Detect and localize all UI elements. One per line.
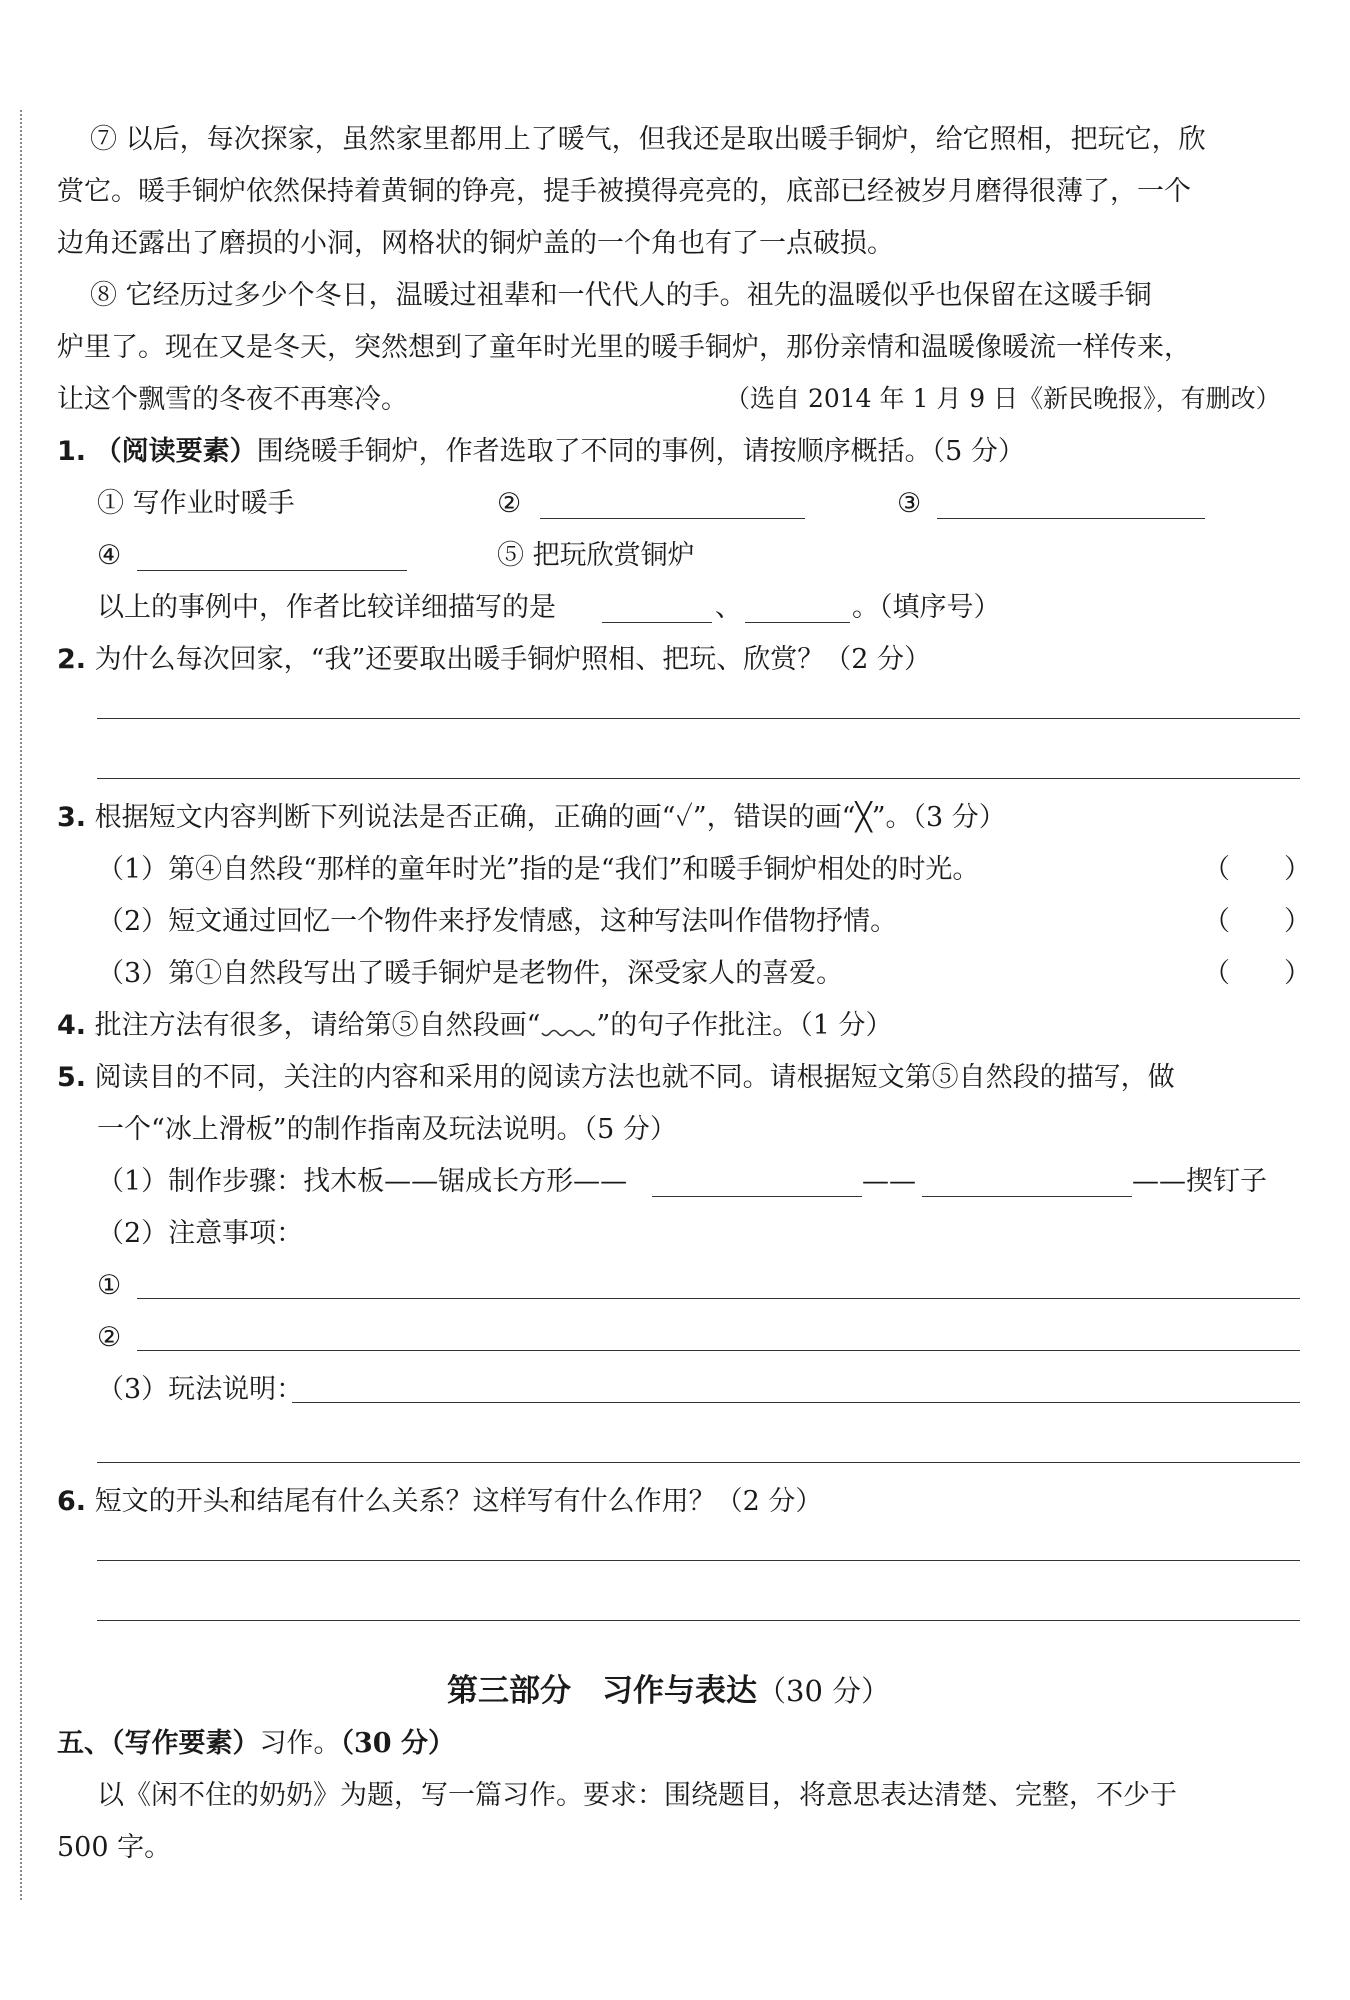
q5-play-line-2[interactable]: [97, 1462, 1300, 1463]
q-five-score: （30 分）: [340, 1728, 455, 1759]
q3-answer-box-1[interactable]: （ ）: [1203, 854, 1311, 885]
q2-text: 为什么每次回家，“我”还要取出暖手铜炉照相、把玩、欣赏？（2 分）: [94, 644, 932, 675]
part3-score: （30 分）: [757, 1674, 891, 1708]
wavy-underline-icon: [540, 1026, 596, 1040]
q5-steps-label: （1）制作步骤：找木板——锯成长方形——: [97, 1166, 628, 1197]
p8-line-2: 炉里了。现在又是冬天，突然想到了童年时光里的暖手铜炉，那份亲情和温暖像暖流一样传来，: [57, 332, 1191, 363]
q5-step-dash: ——: [862, 1166, 916, 1197]
q5-number: 5.: [57, 1062, 87, 1093]
q3-number: 3.: [57, 802, 87, 833]
q5-text-1: 阅读目的不同，关注的内容和采用的阅读方法也就不同。请根据短文第⑤自然段的描写，做: [94, 1062, 1175, 1093]
part3-heading: [447, 1673, 891, 1709]
q5-note-1-marker: ①: [97, 1270, 122, 1301]
binding-margin-line: [20, 110, 22, 1900]
q5-prompt-line-1: [57, 1064, 1175, 1091]
q-five-tag: （写作要素）: [111, 1728, 260, 1759]
part3-title: 第三部分 习作与表达: [447, 1673, 757, 1709]
q1-fill-blank-1[interactable]: [602, 622, 712, 623]
q3-statement-2: （2）短文通过回忆一个物件来抒发情感，这种写法叫作借物抒情。: [97, 906, 898, 937]
q1-number: 1.: [57, 436, 87, 467]
q6-answer-line-1[interactable]: [97, 1560, 1300, 1561]
q1-fill-separator: 、: [715, 592, 742, 623]
q5-note-2-marker: ②: [97, 1322, 122, 1353]
q6-prompt: [57, 1488, 822, 1515]
q-five-requirement-line-1: 以《闲不住的奶奶》为题，写一篇习作。要求：围绕题目，将意思表达清楚、完整，不少于: [97, 1780, 1177, 1811]
q-five-requirement-line-2: 500 字。: [57, 1832, 172, 1863]
q1-item-2-marker: ②: [497, 488, 522, 519]
q3-statement-1: （1）第④自然段“那样的童年时光”指的是“我们”和暖手铜炉相处的时光。: [97, 854, 980, 885]
p7-line-1: ⑦ 以后，每次探家，虽然家里都用上了暖气，但我还是取出暖手铜炉，给它照相，把玩它，欣: [90, 124, 1206, 155]
q1-item-4-blank[interactable]: [137, 570, 407, 571]
q2-answer-line-2[interactable]: [97, 778, 1300, 779]
q5-note-2-line[interactable]: [137, 1350, 1300, 1351]
q5-play-line-1[interactable]: [292, 1402, 1300, 1403]
q1-item-5: ⑤ 把玩欣赏铜炉: [497, 540, 695, 571]
q2-number: 2.: [57, 644, 87, 675]
q4-number: 4.: [57, 1010, 87, 1041]
q1-item-3-blank[interactable]: [937, 518, 1205, 519]
q5-step-blank-1[interactable]: [652, 1196, 862, 1197]
q3-prompt: [57, 804, 1006, 831]
q4-text-b: ”的句子作批注。（1 分）: [596, 1010, 893, 1041]
q6-answer-line-2[interactable]: [97, 1620, 1300, 1621]
p8-line-1: ⑧ 它经历过多少个冬日，温暖过祖辈和一代代人的手。祖先的温暖似乎也保留在这暖手铜: [90, 280, 1152, 311]
q5-step-blank-2[interactable]: [922, 1196, 1132, 1197]
q1-item-1: ① 写作业时暖手: [97, 488, 295, 519]
source-citation: （选自 2014 年 1 月 9 日《新民晚报》，有删改）: [725, 384, 1281, 413]
q3-statement-3: （3）第①自然段写出了暖手铜炉是老物件，深受家人的喜爱。: [97, 958, 844, 989]
q1-prompt: [57, 438, 1025, 465]
q1-item-2-blank[interactable]: [540, 518, 805, 519]
q5-writing-prompt: [57, 1730, 455, 1757]
q2-answer-line-1[interactable]: [97, 718, 1300, 719]
p7-line-3: 边角还露出了磨损的小洞，网格状的铜炉盖的一个角也有了一点破损。: [57, 228, 894, 259]
q6-number: 6.: [57, 1486, 87, 1517]
q5-prompt-line-2: 一个“冰上滑板”的制作指南及玩法说明。（5 分）: [97, 1114, 677, 1145]
q1-fill-prompt: 以上的事例中，作者比较详细描写的是: [97, 592, 556, 623]
q1-item-4-marker: ④: [97, 540, 122, 571]
q1-text: 围绕暖手铜炉，作者选取了不同的事例，请按顺序概括。（5 分）: [256, 436, 1025, 467]
q1-tag: （阅读要素）: [94, 436, 257, 467]
q1-item-3-marker: ③: [897, 488, 922, 519]
q3-answer-box-2[interactable]: （ ）: [1203, 906, 1311, 937]
q5-notes-label: （2）注意事项：: [97, 1218, 304, 1249]
q4-text-a: 批注方法有很多，请给第⑤自然段画“: [94, 1010, 541, 1041]
q3-answer-box-3[interactable]: （ ）: [1203, 958, 1311, 989]
q5-note-1-line[interactable]: [137, 1298, 1300, 1299]
q3-text: 根据短文内容判断下列说法是否正确，正确的画“✓”，错误的画“╳”。（3 分）: [94, 802, 1006, 833]
q1-fill-end: 。（填序号）: [852, 592, 1001, 623]
q-five-text: 习作。: [259, 1728, 341, 1759]
q5-step-end: ——揳钉子: [1132, 1166, 1267, 1197]
q4-prompt: [57, 1012, 893, 1040]
p8-line-3: 让这个飘雪的冬夜不再寒冷。: [57, 384, 408, 415]
q-five-label: 五、: [57, 1728, 111, 1759]
p7-line-2: 赏它。暖手铜炉依然保持着黄铜的铮亮，提手被摸得亮亮的，底部已经被岁月磨得很薄了，一个: [57, 176, 1191, 207]
q2-prompt: [57, 646, 931, 673]
q6-text: 短文的开头和结尾有什么关系？这样写有什么作用？（2 分）: [94, 1486, 823, 1517]
q1-fill-blank-2[interactable]: [745, 622, 850, 623]
q5-play-label: （3）玩法说明：: [97, 1374, 304, 1405]
